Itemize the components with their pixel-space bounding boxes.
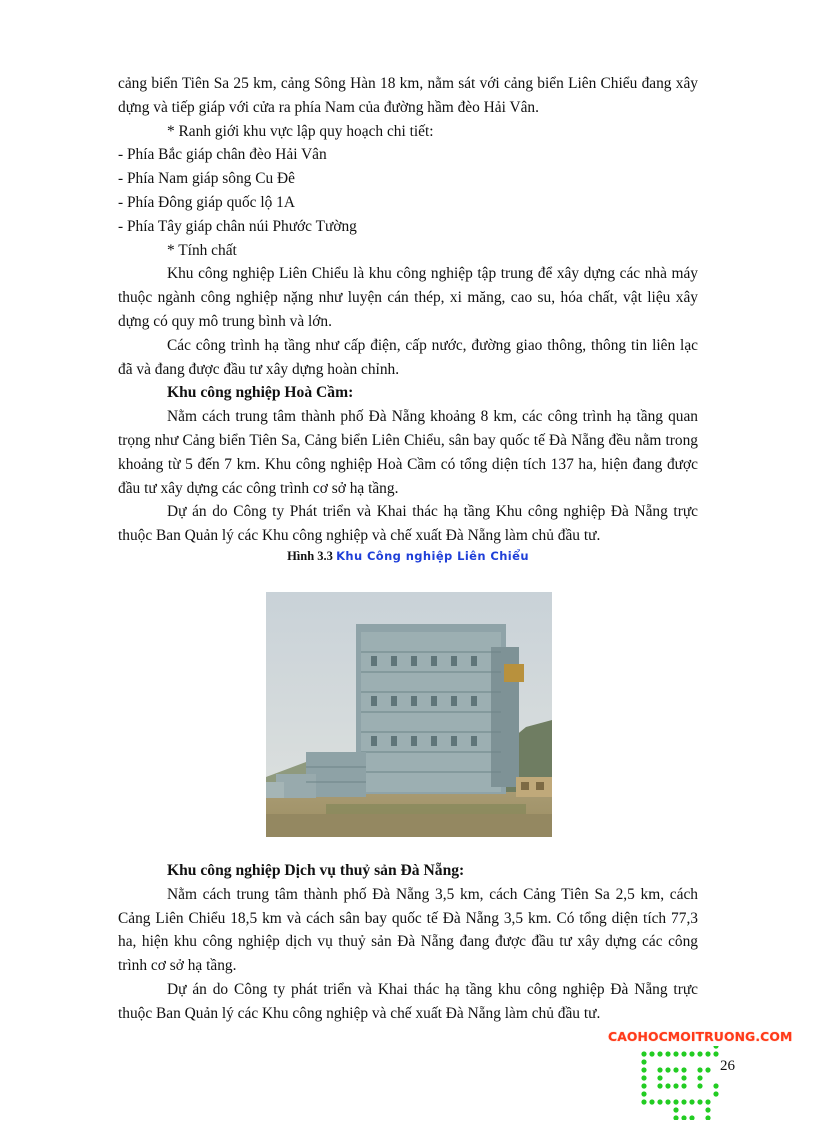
nature-paragraph-1: Khu công nghiệp Liên Chiểu là khu công nghiệp tập trung để xây dựng các nhà máy thuộc ngành công nghiệp nặng như luyện cán thép, xi măng, cao su, hóa chất, vật liệu xây dựng có quy mô trung bình và lớn. — [118, 265, 698, 330]
watermark-text: CAOHOCMOITRUONG.COM — [608, 1029, 793, 1044]
boundary-item-east: - Phía Đông giáp quốc lộ 1A — [118, 193, 295, 211]
lower-text — [118, 859, 698, 1026]
seafood-heading: Khu công nghiệp Dịch vụ thuỷ sản Đà Nẵng: — [167, 862, 465, 879]
upper-text — [118, 72, 698, 548]
boundary-title: * Ranh giới khu vực lập quy hoạch chi tiết: — [167, 122, 434, 140]
boundary-item-south: - Phía Nam giáp sông Cu Đê — [118, 170, 295, 188]
page-number: 26 — [720, 1058, 735, 1074]
watermark-logo-icon — [640, 1046, 724, 1120]
intro-paragraph: cảng biển Tiên Sa 25 km, cảng Sông Hàn 18 km, nằm sát với cảng biển Liên Chiểu đang xây dựng và tiếp giáp với cửa ra phía Nam của đường hầm đèo Hải Vân. — [118, 75, 698, 116]
boundary-item-north: - Phía Bắc giáp chân đèo Hải Vân — [118, 146, 327, 164]
figure-caption — [0, 547, 816, 565]
figure-label: Hình 3.3 — [287, 549, 333, 563]
nature-title: * Tính chất — [167, 241, 237, 259]
hoa-cam-heading: Khu công nghiệp Hoà Cầm: — [167, 384, 354, 402]
seafood-paragraph-2: Dự án do Công ty phát triển và Khai thác hạ tầng khu công nghiệp Đà Nẵng trực thuộc Ban Quản lý các Khu công nghiệp và chế xuất Đà Nẵng làm chủ đầu tư. — [118, 980, 698, 1022]
hoa-cam-paragraph-1: Nằm cách trung tâm thành phố Đà Nẵng khoảng 8 km, các công trình hạ tầng quan trọng như Cảng biển Tiên Sa, Cảng biển Liên Chiểu, sân bay quốc tế Đà Nẵng đều nằm trong khoảng từ 5 đến 7 km. Khu công nghiệp Hoà Cầm có tổng diện tích 137 ha, hiện đang được đầu tư xây dựng các công trình cơ sở hạ tầng. — [118, 408, 698, 497]
industrial-building-image — [266, 592, 552, 837]
boundary-item-west: - Phía Tây giáp chân núi Phước Tường — [118, 217, 357, 235]
figure-photo — [266, 592, 552, 837]
figure-title: Khu Công nghiệp Liên Chiểu — [336, 549, 529, 563]
seafood-paragraph-1: Nằm cách trung tâm thành phố Đà Nẵng 3,5 km, cách Cảng Tiên Sa 2,5 km, cách Cảng Liên Chiểu 18,5 km và cách sân bay quốc tế Đà Nẵng 3,5 km. Có tổng diện tích 77,3 ha, hiện khu công nghiệp dịch vụ thuỷ sản Đà Nẵng đang được đầu tư xây dựng các công trình cơ sở hạ tầng. — [118, 885, 698, 975]
nature-paragraph-2: Các công trình hạ tầng như cấp điện, cấp nước, đường giao thông, thông tin liên lạc đã và đang được đầu tư xây dựng hoàn chỉnh. — [118, 336, 698, 378]
hoa-cam-paragraph-2: Dự án do Công ty Phát triển và Khai thác hạ tầng Khu công nghiệp Đà Nẵng trực thuộc Ban Quản lý các Khu công nghiệp và chế xuất Đà Nẵng làm chủ đầu tư. — [118, 503, 698, 545]
